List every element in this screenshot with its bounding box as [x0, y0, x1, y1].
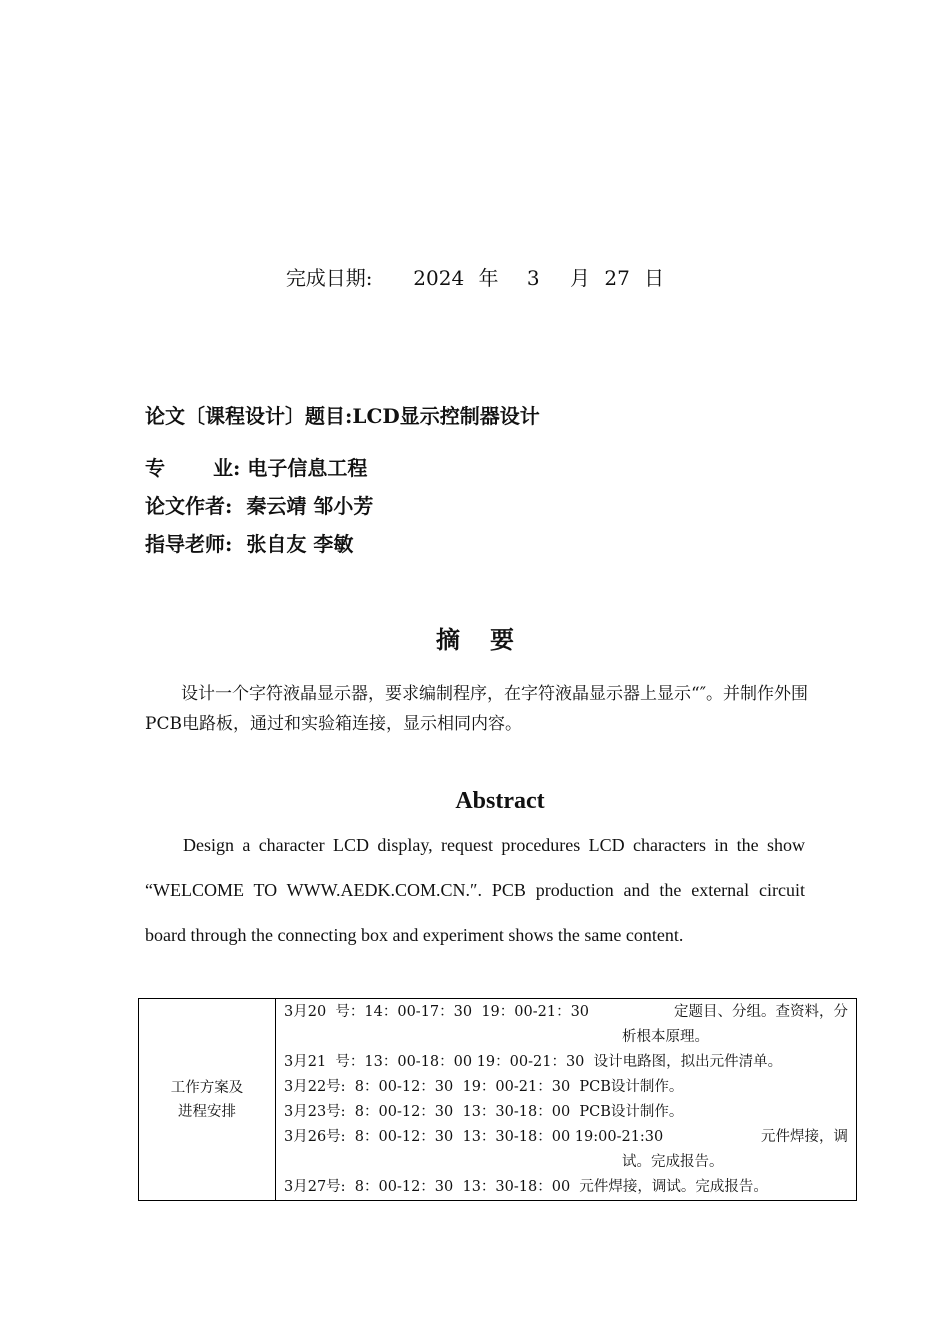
- abstract-en-body: [145, 823, 805, 958]
- advisor-value: 张自友 李敏: [246, 532, 354, 556]
- schedule-task-continued: 析根本原理。: [622, 1029, 709, 1045]
- schedule-time: 3月22号: 8：00-12：30 19：00-21：30: [284, 1079, 580, 1095]
- thesis-title-value: LCD显示控制器设计: [352, 404, 540, 428]
- abstract-en-heading: Abstract: [455, 788, 545, 814]
- completion-day-unit: 日: [644, 266, 665, 290]
- schedule-task: 定题目、分组。查资料，分: [674, 1004, 848, 1020]
- completion-year-unit: 年: [478, 266, 499, 290]
- completion-day: 27: [604, 266, 630, 290]
- major-value: 电子信息工程: [247, 456, 368, 480]
- schedule-time: 3月26号: 8：00-12：30 13：30-18：00 19:00-21:30: [284, 1129, 673, 1145]
- major-label-char2: 业:: [213, 456, 241, 480]
- abstract-cn-heading: 摘要: [436, 625, 544, 654]
- major-line: [145, 452, 367, 481]
- abstract-cn-paragraph: 设计一个字符液晶显示器，要求编制程序，在字符液晶显示器上显示“″。并制作外围PCB电路板，通过和实验箱连接，显示相同内容。: [145, 684, 809, 734]
- author-label: 论文作者:: [145, 494, 233, 518]
- advisor-label: 指导老师:: [145, 532, 233, 556]
- schedule-content-cell: [276, 999, 857, 1201]
- abstract-en-paragraph: Design a character LCD display, request procedures LCD characters in the show “WELCOME TO WWW.AEDK.COM.CN.″. PCB production and the external circuit board through the connecting box and experiment shows the same content.: [145, 835, 805, 945]
- schedule-time: 3月21 号：13：00-18：00 19：00-21：30: [284, 1054, 594, 1070]
- author-line: [145, 490, 373, 519]
- schedule-row: [276, 1000, 856, 1050]
- thesis-title-line: [145, 400, 540, 429]
- thesis-title-label: 论文〔课程设计〕题目:: [145, 404, 353, 428]
- schedule-task: 元件焊接，调: [761, 1129, 848, 1145]
- author-value: 秦云靖 邹小芳: [246, 494, 374, 518]
- schedule-time: 3月20 号：14：00-17：30 19：00-21：30: [284, 1004, 599, 1020]
- schedule-time: 3月23号: 8：00-12：30 13：30-18：00: [284, 1104, 580, 1120]
- advisor-line: [145, 528, 353, 557]
- schedule-label-line1: 工作方案及: [170, 1079, 244, 1096]
- schedule-row: [276, 1125, 856, 1175]
- schedule-row: [276, 1050, 856, 1075]
- completion-date-label: 完成日期:: [285, 266, 373, 290]
- schedule-task: PCB设计制作。: [579, 1104, 684, 1120]
- schedule-row: [276, 1100, 856, 1125]
- abstract-cn-body: [145, 679, 825, 739]
- schedule-label-line2: 进程安排: [178, 1103, 236, 1120]
- completion-month-unit: 月: [570, 266, 590, 290]
- schedule-row: [276, 1075, 856, 1100]
- completion-year: 2024: [413, 266, 465, 290]
- schedule-task: 元件焊接，调试。完成报告。: [579, 1179, 768, 1195]
- schedule-task: 设计电路图，拟出元件清单。: [593, 1054, 783, 1070]
- completion-month: 3: [526, 266, 540, 290]
- schedule-table: [138, 998, 857, 1201]
- schedule-task-continued: 试。完成报告。: [622, 1154, 724, 1170]
- schedule-time: 3月27号: 8：00-12：30 13：30-18：00: [284, 1179, 580, 1195]
- schedule-label-cell: [139, 999, 276, 1201]
- completion-date: [0, 262, 950, 291]
- major-label-char1: 专: [145, 456, 165, 480]
- schedule-task: PCB设计制作。: [579, 1079, 684, 1095]
- schedule-row: [276, 1175, 856, 1200]
